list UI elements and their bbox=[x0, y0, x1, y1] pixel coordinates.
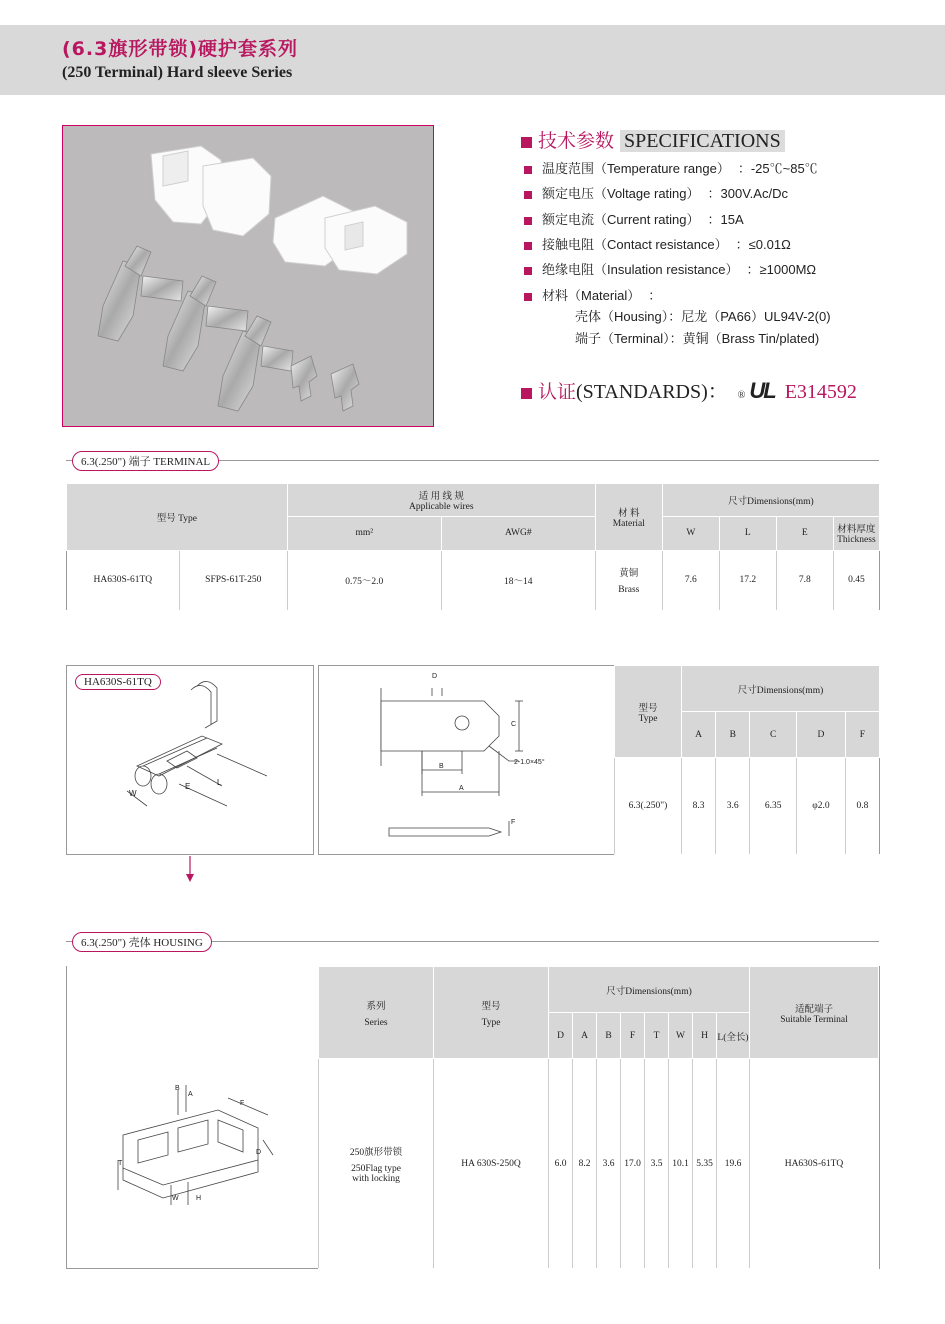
ht-series-header: 系列 Series bbox=[319, 967, 434, 1059]
ht-dims-header: 尺寸Dimensions(mm) bbox=[549, 967, 750, 1013]
label-e: E bbox=[185, 782, 191, 791]
ht-col-w: W bbox=[669, 1013, 693, 1059]
terminal-section-pill: 6.3(.250") 端子 TERMINAL bbox=[72, 451, 219, 471]
bullet-square-icon bbox=[521, 388, 532, 399]
ht-col-d: D bbox=[549, 1013, 573, 1059]
spec-row-contact-resistance: 接触电阻（Contact resistance） ：≤0.01Ω bbox=[524, 234, 791, 253]
terminal-2d-drawing bbox=[318, 665, 616, 855]
ht-type-header: 型号 Type bbox=[434, 967, 549, 1059]
standards-line bbox=[521, 375, 857, 404]
dt-col-d: D bbox=[797, 712, 846, 758]
dt-val-f: 0.8 bbox=[845, 758, 879, 855]
td-e: 7.8 bbox=[776, 550, 833, 611]
standards-cn: 认证 bbox=[538, 381, 577, 403]
label-a: A bbox=[459, 785, 464, 792]
spec-row-temperature: 温度范围（Temperature range） ：-25℃~85℃ bbox=[524, 158, 818, 177]
ht-val-d: 6.0 bbox=[549, 1059, 573, 1269]
standards-en: (STANDARDS)： bbox=[576, 381, 728, 403]
spec-row-voltage: 额定电压（Voltage rating） ：300V.Ac/Dc bbox=[524, 183, 788, 202]
ht-col-h: H bbox=[693, 1013, 717, 1059]
spec-row-insulation-resistance: 绝缘电阻（Insulation resistance） ：≥1000MΩ bbox=[524, 259, 816, 278]
td-thickness: 0.45 bbox=[833, 550, 879, 611]
label-b: B bbox=[439, 763, 444, 770]
ht-col-f: F bbox=[621, 1013, 645, 1059]
housing-label-f: F bbox=[240, 1100, 245, 1107]
ht-val-a: 8.2 bbox=[573, 1059, 597, 1269]
bullet-square-icon bbox=[524, 217, 532, 225]
dt-type: 6.3(.250") bbox=[615, 758, 682, 855]
dt-val-c: 6.35 bbox=[750, 758, 797, 855]
ht-col-b: B bbox=[597, 1013, 621, 1059]
housing-drawing bbox=[68, 1060, 318, 1265]
dt-col-a: A bbox=[682, 712, 716, 758]
bullet-square-icon bbox=[524, 242, 532, 250]
dt-val-d: φ2.0 bbox=[797, 758, 846, 855]
dt-dims-header: 尺寸Dimensions(mm) bbox=[682, 666, 880, 712]
down-arrow-icon bbox=[186, 856, 194, 887]
ht-val-b: 3.6 bbox=[597, 1059, 621, 1269]
dt-col-c: C bbox=[750, 712, 797, 758]
bullet-square-icon bbox=[524, 166, 532, 174]
pcb-tabs bbox=[291, 356, 359, 411]
spec-row-current: 额定电流（Current rating） ：15A bbox=[524, 209, 744, 228]
label-chamfer: 2-1.0×45° bbox=[514, 759, 545, 766]
th-l: L bbox=[719, 517, 776, 550]
label-c: C bbox=[511, 721, 517, 728]
bullet-square-icon bbox=[524, 191, 532, 199]
dt-col-f: F bbox=[845, 712, 879, 758]
label-f: F bbox=[511, 819, 516, 826]
td-type1: HA630S-61TQ bbox=[67, 550, 180, 611]
td-awg: 18～14 bbox=[441, 550, 595, 611]
housing-left bbox=[151, 146, 271, 236]
bullet-square-icon bbox=[524, 267, 532, 275]
page-title-en: (250 Terminal) Hard sleeve Series bbox=[62, 64, 293, 81]
ul-logo-icon: UL bbox=[749, 378, 775, 403]
ht-col-l: L(全长) bbox=[717, 1013, 750, 1059]
label-l: L bbox=[217, 778, 222, 787]
housing-section-pill: 6.3(.250") 壳体 HOUSING bbox=[72, 932, 212, 952]
page-title-cn: (6.3旗形带锁)硬护套系列 bbox=[62, 38, 299, 60]
housing-label-a: A bbox=[188, 1091, 193, 1098]
specs-heading bbox=[521, 126, 785, 153]
th-w: W bbox=[662, 517, 719, 550]
label-w: W bbox=[129, 789, 137, 798]
housing-table bbox=[318, 966, 879, 1269]
th-awg: AWG# bbox=[441, 517, 595, 550]
td-l: 17.2 bbox=[719, 550, 776, 611]
registered-mark: ® bbox=[737, 390, 746, 401]
bullet-square-icon bbox=[524, 293, 532, 301]
th-wires: 适 用 线 规 Applicable wires bbox=[287, 484, 595, 517]
spec-row-terminal-material: 端子（Terminal）：黄铜（Brass Tin/plated) bbox=[575, 331, 820, 346]
td-type2: SFPS-61T-250 bbox=[179, 550, 287, 611]
spec-row-material: 材料（Material） ： bbox=[524, 285, 661, 304]
dt-type-header: 型号 Type bbox=[615, 666, 682, 758]
dt-col-b: B bbox=[716, 712, 750, 758]
dt-val-b: 3.6 bbox=[716, 758, 750, 855]
dt-val-a: 8.3 bbox=[682, 758, 716, 855]
drawing-pill: HA630S-61TQ bbox=[75, 674, 161, 690]
th-mm2: mm² bbox=[287, 517, 441, 550]
ht-suitable-header: 适配端子 Suitable Terminal bbox=[750, 967, 879, 1059]
product-photo bbox=[62, 125, 434, 427]
ht-type: HA 630S-250Q bbox=[434, 1059, 549, 1269]
housing-right bbox=[273, 196, 407, 274]
housing-label-t: T bbox=[118, 1160, 123, 1167]
housing-label-d: D bbox=[256, 1149, 262, 1156]
label-d: D bbox=[432, 673, 438, 680]
specs-title-cn: 技术参数 bbox=[538, 130, 615, 152]
housing-label-b: B bbox=[175, 1085, 180, 1092]
th-dimensions: 尺寸Dimensions(mm) bbox=[662, 484, 879, 517]
flag-terminals bbox=[98, 246, 293, 411]
td-mm2: 0.75～2.0 bbox=[287, 550, 441, 611]
terminal-table bbox=[66, 483, 880, 611]
dimensions-table bbox=[614, 665, 880, 855]
terminal-iso-drawing bbox=[66, 665, 314, 855]
th-material: 材 料 Material bbox=[595, 484, 662, 551]
td-w: 7.6 bbox=[662, 550, 719, 611]
ht-col-t: T bbox=[645, 1013, 669, 1059]
ul-file-number: E314592 bbox=[784, 381, 857, 403]
specs-title-en: SPECIFICATIONS bbox=[620, 130, 785, 152]
bullet-square-icon bbox=[521, 137, 532, 148]
housing-label-w: W bbox=[172, 1195, 179, 1202]
th-thickness: 材料厚度 Thickness bbox=[833, 517, 879, 550]
ht-val-w: 10.1 bbox=[669, 1059, 693, 1269]
ht-val-f: 17.0 bbox=[621, 1059, 645, 1269]
ht-val-l: 19.6 bbox=[717, 1059, 750, 1269]
ht-val-h: 5.35 bbox=[693, 1059, 717, 1269]
ht-series: 250旗形带锁 250Flag type with locking bbox=[319, 1059, 434, 1269]
spec-row-housing-material: 壳体（Housing）：尼龙（PA66）UL94V-2(0) bbox=[575, 309, 831, 324]
ht-col-a: A bbox=[573, 1013, 597, 1059]
td-material: 黄铜 Brass bbox=[595, 550, 662, 611]
th-e: E bbox=[776, 517, 833, 550]
ht-suitable: HA630S-61TQ bbox=[750, 1059, 879, 1269]
housing-label-h: H bbox=[196, 1195, 202, 1202]
th-type: 型号 Type bbox=[67, 484, 288, 551]
ht-val-t: 3.5 bbox=[645, 1059, 669, 1269]
